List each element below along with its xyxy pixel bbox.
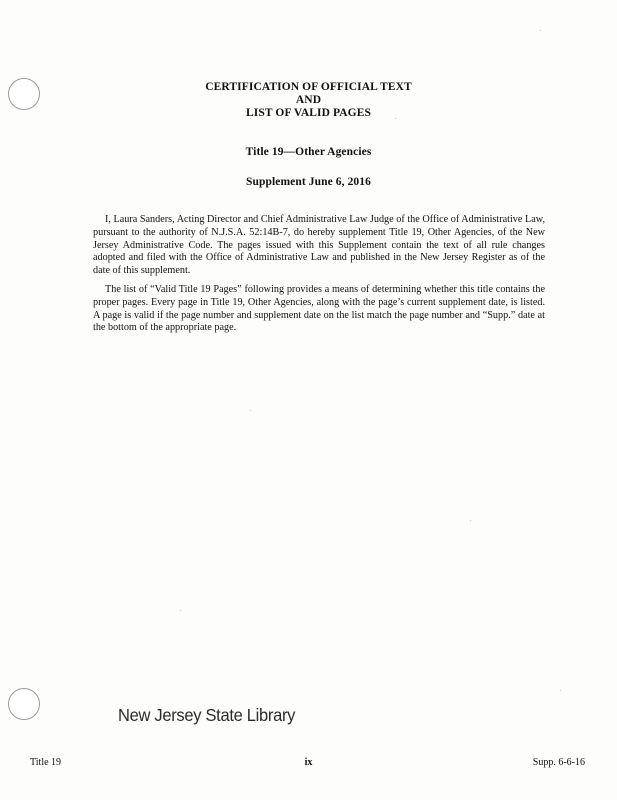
- footer-supplement-date: Supp. 6-6-16: [532, 757, 585, 768]
- title-line-1: CERTIFICATION OF OFFICIAL TEXT: [205, 81, 412, 93]
- certification-body: [93, 214, 545, 341]
- scan-speck: [540, 30, 541, 31]
- body-paragraph-1: I, Laura Sanders, Acting Director and Chief Administrative Law Judge of the Office of Administrative Law, pursuant to the authority of N.J.S.A. 52:14B-7, do hereby supplement Title 19, Other Agencies, of the New Jersey Administrative Code. The pages issued with this Supplement contain the text of all rule changes adopted and filed with the Office of Administrative Law and published in the New Jersey Register as of the date of this supplement.: [93, 214, 545, 277]
- scan-speck: [560, 690, 561, 691]
- scan-speck: [470, 520, 471, 521]
- library-stamp: New Jersey State Library: [118, 706, 296, 726]
- title-line-2: AND: [295, 94, 322, 106]
- scan-speck: [395, 118, 396, 119]
- punch-hole-bottom: [8, 688, 40, 720]
- supplement-date: Supplement June 6, 2016: [246, 176, 371, 188]
- footer-title: Title 19: [30, 757, 62, 768]
- footer-page-number: ix: [304, 757, 313, 768]
- title-line-3: LIST OF VALID PAGES: [246, 107, 371, 119]
- scan-speck: [180, 610, 181, 611]
- body-paragraph-2: The list of “Valid Title 19 Pages” following provides a means of determining whether this title contains the proper pages. Every page in Title 19, Other Agencies, along with the page’s current supplement date, is listed. A page is valid if the page number and supplement date on the list match the page number and “Supp.” date at the bottom of the appropriate page.: [93, 283, 545, 334]
- document-subtitle: Title 19—Other Agencies: [245, 146, 372, 158]
- certification-title: [0, 81, 617, 120]
- scan-speck: [250, 410, 251, 411]
